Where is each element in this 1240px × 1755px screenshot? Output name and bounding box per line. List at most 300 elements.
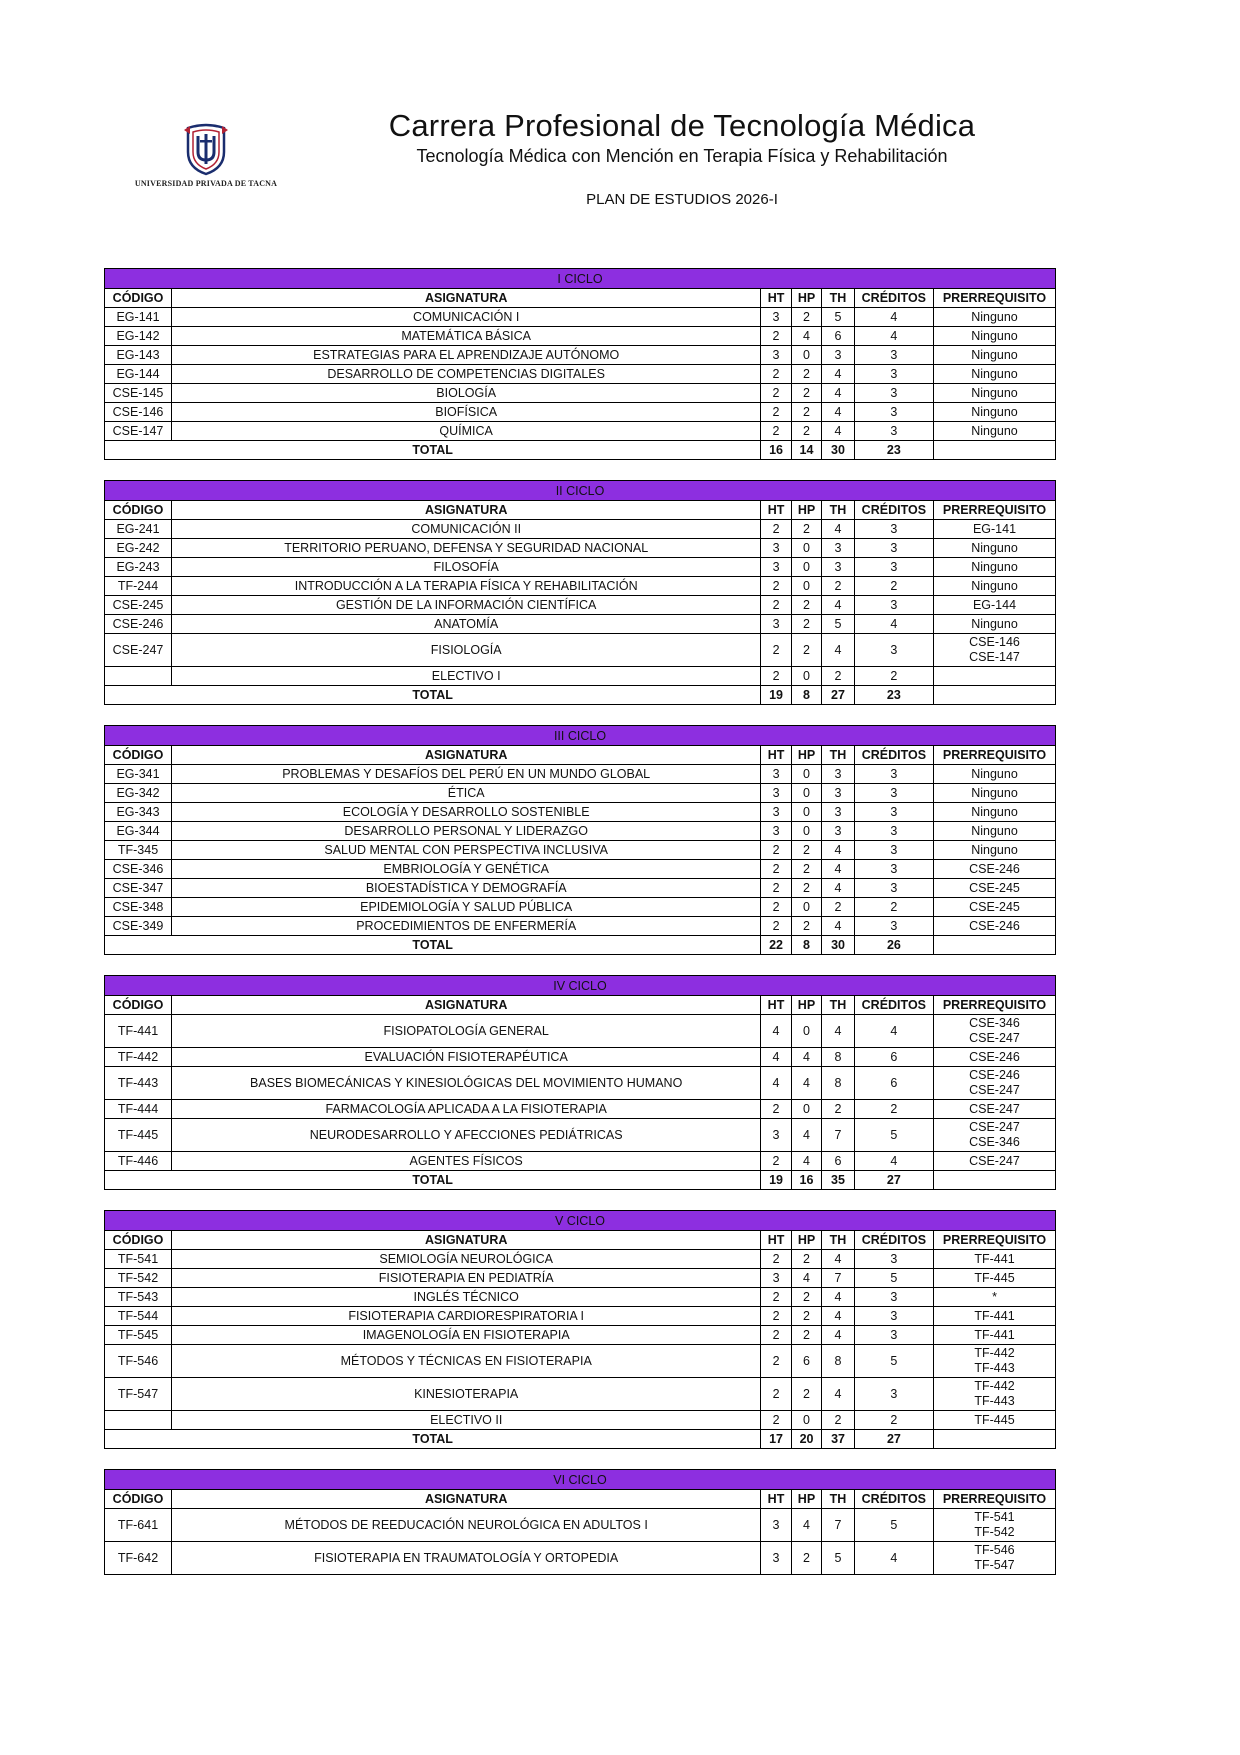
column-header: PRERREQUISITO [933, 1490, 1055, 1509]
course-ht: 3 [761, 784, 791, 803]
prerequisite-item: TF-443 [974, 1361, 1015, 1375]
ciclo-title: III CICLO [105, 726, 1056, 746]
prerequisite-item: CSE-247 [969, 1120, 1020, 1134]
course-prerequisite [934, 1411, 1056, 1430]
course-ht: 2 [761, 898, 791, 917]
course-subject: BASES BIOMECÁNICAS Y KINESIOLÓGICAS DEL MOVIMIENTO HUMANO [172, 1067, 761, 1100]
course-hp: 0 [791, 803, 821, 822]
prerequisite-item: TF-445 [974, 1270, 1015, 1285]
course-hp: 2 [791, 1250, 821, 1269]
prerequisite-item: Ninguno [971, 842, 1018, 857]
prerequisite-item: TF-441 [974, 1308, 1015, 1323]
total-th: 37 [822, 1430, 855, 1449]
table-row [105, 1048, 1056, 1067]
column-header: PRERREQUISITO [934, 1231, 1056, 1250]
course-th: 4 [822, 634, 855, 667]
table-row [105, 558, 1056, 577]
prerequisite-item: TF-443 [974, 1394, 1015, 1408]
course-hp: 2 [791, 1288, 821, 1307]
course-ht: 3 [761, 1119, 791, 1152]
prerequisite-item: Ninguno [971, 328, 1018, 343]
course-hp: 2 [791, 860, 821, 879]
table-row [105, 667, 1056, 686]
course-hp: 2 [791, 422, 821, 441]
course-subject: SALUD MENTAL CON PERSPECTIVA INCLUSIVA [172, 841, 761, 860]
ciclo-table [104, 1469, 1056, 1575]
column-header: HT [761, 996, 791, 1015]
course-code: EG-141 [105, 308, 172, 327]
course-code: TF-546 [105, 1345, 172, 1378]
total-label: TOTAL [105, 441, 761, 460]
course-th: 6 [822, 1152, 855, 1171]
course-prerequisite [934, 1307, 1056, 1326]
total-prerequisite [933, 1171, 1055, 1190]
column-header: CRÉDITOS [854, 289, 933, 308]
course-prerequisite [934, 1250, 1056, 1269]
course-code: TF-542 [105, 1269, 172, 1288]
prerequisite-item: Ninguno [971, 540, 1018, 555]
course-prerequisite [934, 1269, 1056, 1288]
course-code: TF-345 [105, 841, 172, 860]
course-code: TF-641 [105, 1509, 172, 1542]
course-subject: BIOFÍSICA [172, 403, 761, 422]
ciclo-title: VI CICLO [105, 1470, 1056, 1490]
course-prerequisite [933, 327, 1055, 346]
course-code: CSE-347 [105, 879, 172, 898]
course-hp: 0 [791, 667, 821, 686]
course-th: 2 [822, 1411, 855, 1430]
course-th: 4 [822, 422, 855, 441]
course-ht: 2 [761, 1326, 791, 1345]
course-subject: NEURODESARROLLO Y AFECCIONES PEDIÁTRICAS [172, 1119, 761, 1152]
course-cr: 4 [854, 1152, 933, 1171]
column-header: HP [791, 996, 821, 1015]
column-header: PRERREQUISITO [933, 501, 1055, 520]
table-row [105, 1067, 1056, 1100]
course-cr: 3 [854, 596, 933, 615]
prerequisite-item: CSE-245 [969, 899, 1020, 914]
course-th: 2 [822, 898, 855, 917]
course-ht: 2 [761, 667, 791, 686]
course-prerequisite [934, 765, 1056, 784]
table-row [105, 1326, 1056, 1345]
course-ht: 3 [761, 539, 791, 558]
course-prerequisite [934, 1288, 1056, 1307]
column-header-row [105, 1490, 1056, 1509]
column-header: HP [791, 746, 821, 765]
course-prerequisite [933, 1152, 1055, 1171]
course-cr: 3 [854, 1288, 933, 1307]
ciclo-title: V CICLO [105, 1211, 1056, 1231]
column-header-row [105, 501, 1056, 520]
course-th: 3 [822, 558, 855, 577]
course-hp: 4 [791, 1067, 821, 1100]
prerequisite-item: TF-546 [974, 1543, 1015, 1557]
course-hp: 4 [791, 1048, 821, 1067]
column-header: HT [761, 1231, 791, 1250]
column-header: HT [761, 289, 791, 308]
course-subject: BIOESTADÍSTICA Y DEMOGRAFÍA [172, 879, 761, 898]
column-header: TH [822, 289, 855, 308]
course-subject: EVALUACIÓN FISIOTERAPÉUTICA [172, 1048, 761, 1067]
total-th: 27 [822, 686, 855, 705]
course-prerequisite [934, 879, 1056, 898]
university-name: UNIVERSIDAD PRIVADA DE TACNA [134, 179, 278, 188]
total-cr: 23 [854, 686, 933, 705]
course-th: 3 [822, 765, 855, 784]
ciclo-table [104, 268, 1056, 460]
table-row [105, 784, 1056, 803]
course-subject: GESTIÓN DE LA INFORMACIÓN CIENTÍFICA [172, 596, 761, 615]
table-row [105, 308, 1056, 327]
course-cr: 3 [854, 634, 933, 667]
course-th: 5 [822, 1542, 855, 1575]
prerequisite-item: CSE-245 [969, 880, 1020, 895]
total-prerequisite [934, 1430, 1056, 1449]
course-subject: COMUNICACIÓN I [172, 308, 761, 327]
course-cr: 3 [854, 539, 933, 558]
page-subtitle: Tecnología Médica con Mención en Terapia Física y Rehabilitación [416, 146, 948, 166]
column-header: ASIGNATURA [172, 996, 761, 1015]
course-subject: KINESIOTERAPIA [172, 1378, 761, 1411]
course-hp: 2 [791, 1378, 821, 1411]
table-row [105, 1509, 1056, 1542]
course-subject: EMBRIOLOGÍA Y GENÉTICA [172, 860, 761, 879]
prerequisite-item: CSE-246 [969, 1049, 1020, 1064]
column-header: ASIGNATURA [172, 501, 761, 520]
course-cr: 3 [854, 346, 933, 365]
prerequisite-item: TF-441 [974, 1251, 1015, 1266]
prerequisite-item: CSE-247 [969, 1031, 1020, 1045]
course-subject: MÉTODOS DE REEDUCACIÓN NEUROLÓGICA EN ADULTOS I [172, 1509, 761, 1542]
table-row [105, 384, 1056, 403]
course-th: 4 [822, 1378, 855, 1411]
course-hp: 0 [791, 1015, 821, 1048]
column-header: CRÉDITOS [854, 996, 933, 1015]
prerequisite-item: Ninguno [971, 366, 1018, 381]
total-cr: 23 [854, 441, 933, 460]
course-prerequisite [933, 577, 1055, 596]
course-hp: 2 [791, 403, 821, 422]
course-code: TF-244 [105, 577, 172, 596]
document-header [0, 108, 1240, 208]
column-header: PRERREQUISITO [934, 746, 1056, 765]
course-th: 3 [822, 803, 855, 822]
column-header: CRÉDITOS [854, 746, 933, 765]
prerequisite-item: TF-547 [974, 1558, 1015, 1572]
prerequisite-item: CSE-247 [969, 1083, 1020, 1097]
prerequisite-item: Ninguno [971, 347, 1018, 362]
table-row [105, 1152, 1056, 1171]
course-hp: 2 [791, 1307, 821, 1326]
course-subject: FISIOLOGÍA [172, 634, 761, 667]
column-header-row [105, 1231, 1056, 1250]
table-row [105, 1119, 1056, 1152]
total-prerequisite [933, 686, 1055, 705]
total-hp: 8 [791, 936, 821, 955]
course-cr: 3 [854, 1378, 933, 1411]
course-th: 7 [822, 1119, 855, 1152]
prerequisite-item: TF-442 [974, 1379, 1015, 1393]
total-th: 30 [822, 441, 855, 460]
course-hp: 0 [791, 558, 821, 577]
column-header: CÓDIGO [105, 996, 172, 1015]
prerequisite-item: CSE-346 [969, 1016, 1020, 1030]
course-cr: 5 [854, 1509, 933, 1542]
course-ht: 3 [761, 822, 791, 841]
course-cr: 2 [854, 898, 933, 917]
course-hp: 2 [791, 615, 821, 634]
course-prerequisite [933, 558, 1055, 577]
course-th: 2 [822, 667, 855, 686]
course-th: 4 [822, 365, 855, 384]
table-row [105, 1100, 1056, 1119]
prerequisite-item: CSE-346 [969, 1135, 1020, 1149]
total-label: TOTAL [105, 936, 761, 955]
course-ht: 3 [761, 615, 791, 634]
course-prerequisite [933, 422, 1055, 441]
column-header: CRÉDITOS [854, 1490, 933, 1509]
course-th: 5 [822, 615, 855, 634]
course-cr: 3 [854, 422, 933, 441]
total-hp: 20 [791, 1430, 821, 1449]
table-row [105, 346, 1056, 365]
course-prerequisite [934, 1378, 1056, 1411]
course-th: 4 [822, 1307, 855, 1326]
table-row [105, 1015, 1056, 1048]
course-ht: 2 [761, 365, 791, 384]
ciclo-band [105, 1211, 1056, 1231]
course-subject: INTRODUCCIÓN A LA TERAPIA FÍSICA Y REHABILITACIÓN [172, 577, 761, 596]
column-header: TH [822, 746, 855, 765]
course-cr: 3 [854, 403, 933, 422]
plan-title: PLAN DE ESTUDIOS 2026-I [586, 191, 778, 208]
prerequisite-item: Ninguno [971, 616, 1018, 631]
course-subject: BIOLOGÍA [172, 384, 761, 403]
ciclo-table [104, 480, 1056, 705]
column-header: CÓDIGO [105, 1231, 172, 1250]
prerequisite-item: CSE-146 [969, 635, 1020, 649]
table-row [105, 879, 1056, 898]
table-row [105, 1378, 1056, 1411]
course-code: EG-144 [105, 365, 172, 384]
course-ht: 2 [761, 1378, 791, 1411]
course-prerequisite [933, 539, 1055, 558]
course-th: 3 [822, 784, 855, 803]
course-th: 7 [822, 1509, 855, 1542]
course-ht: 2 [761, 596, 791, 615]
ciclo-band [105, 976, 1056, 996]
course-subject: FISIOPATOLOGÍA GENERAL [172, 1015, 761, 1048]
course-prerequisite [933, 346, 1055, 365]
course-ht: 2 [761, 860, 791, 879]
ciclo-title: IV CICLO [105, 976, 1056, 996]
column-header: HT [761, 501, 791, 520]
course-prerequisite [933, 1509, 1055, 1542]
course-th: 8 [822, 1345, 855, 1378]
total-hp: 16 [791, 1171, 821, 1190]
total-ht: 19 [761, 1171, 791, 1190]
table-row [105, 403, 1056, 422]
course-ht: 2 [761, 384, 791, 403]
course-cr: 3 [854, 558, 933, 577]
ciclo-band [105, 726, 1056, 746]
course-subject: FISIOTERAPIA EN TRAUMATOLOGÍA Y ORTOPEDIA [172, 1542, 761, 1575]
course-ht: 3 [761, 558, 791, 577]
course-code [105, 667, 172, 686]
course-ht: 2 [761, 422, 791, 441]
course-subject: QUÍMICA [172, 422, 761, 441]
course-th: 5 [822, 308, 855, 327]
course-ht: 2 [761, 1152, 791, 1171]
prerequisite-item: Ninguno [971, 385, 1018, 400]
total-hp: 14 [791, 441, 821, 460]
course-hp: 0 [791, 765, 821, 784]
course-ht: 2 [761, 1411, 791, 1430]
course-code: EG-343 [105, 803, 172, 822]
course-subject: MÉTODOS Y TÉCNICAS EN FISIOTERAPIA [172, 1345, 761, 1378]
course-subject: MATEMÁTICA BÁSICA [172, 327, 761, 346]
table-row [105, 803, 1056, 822]
course-hp: 0 [791, 1100, 821, 1119]
course-subject: ELECTIVO II [172, 1411, 761, 1430]
course-ht: 4 [761, 1048, 791, 1067]
course-th: 4 [822, 1288, 855, 1307]
course-ht: 2 [761, 634, 791, 667]
course-code: TF-446 [105, 1152, 172, 1171]
course-prerequisite [933, 1015, 1055, 1048]
course-subject: FILOSOFÍA [172, 558, 761, 577]
course-th: 4 [822, 1250, 855, 1269]
column-header-row [105, 746, 1056, 765]
course-hp: 2 [791, 308, 821, 327]
course-th: 3 [822, 539, 855, 558]
course-code: EG-342 [105, 784, 172, 803]
course-cr: 3 [854, 1250, 933, 1269]
course-subject: PROCEDIMIENTOS DE ENFERMERÍA [172, 917, 761, 936]
prerequisite-item: Ninguno [971, 404, 1018, 419]
course-subject: IMAGENOLOGÍA EN FISIOTERAPIA [172, 1326, 761, 1345]
course-th: 4 [822, 596, 855, 615]
table-row [105, 822, 1056, 841]
course-subject: FISIOTERAPIA EN PEDIATRÍA [172, 1269, 761, 1288]
course-cr: 4 [854, 308, 933, 327]
prerequisite-item: Ninguno [971, 785, 1018, 800]
course-cr: 4 [854, 615, 933, 634]
course-hp: 0 [791, 539, 821, 558]
table-row [105, 1269, 1056, 1288]
course-subject: EPIDEMIOLOGÍA Y SALUD PÚBLICA [172, 898, 761, 917]
course-ht: 3 [761, 1269, 791, 1288]
total-cr: 27 [854, 1171, 933, 1190]
course-code: CSE-247 [105, 634, 172, 667]
column-header: CÓDIGO [105, 501, 172, 520]
table-row [105, 1411, 1056, 1430]
column-header: HT [761, 746, 791, 765]
course-prerequisite [933, 365, 1055, 384]
course-code: TF-443 [105, 1067, 172, 1100]
course-cr: 3 [854, 520, 933, 539]
course-prerequisite [934, 917, 1056, 936]
course-ht: 3 [761, 346, 791, 365]
prerequisite-item: Ninguno [971, 766, 1018, 781]
course-th: 2 [822, 577, 855, 596]
table-row [105, 898, 1056, 917]
course-th: 4 [822, 879, 855, 898]
course-cr: 3 [854, 879, 933, 898]
course-subject: AGENTES FÍSICOS [172, 1152, 761, 1171]
course-code: CSE-147 [105, 422, 172, 441]
course-ht: 4 [761, 1067, 791, 1100]
course-cr: 5 [854, 1345, 933, 1378]
course-ht: 2 [761, 1345, 791, 1378]
course-ht: 2 [761, 327, 791, 346]
course-code: CSE-146 [105, 403, 172, 422]
course-code: CSE-145 [105, 384, 172, 403]
course-cr: 4 [854, 1542, 933, 1575]
course-ht: 2 [761, 577, 791, 596]
course-th: 3 [822, 822, 855, 841]
column-header: CÓDIGO [105, 289, 172, 308]
course-th: 4 [822, 520, 855, 539]
column-header: HP [791, 289, 821, 308]
course-subject: INGLÉS TÉCNICO [172, 1288, 761, 1307]
course-th: 4 [822, 1326, 855, 1345]
course-ht: 2 [761, 1288, 791, 1307]
course-subject: COMUNICACIÓN II [172, 520, 761, 539]
course-cr: 5 [854, 1119, 933, 1152]
course-code: TF-543 [105, 1288, 172, 1307]
course-prerequisite [933, 667, 1055, 686]
total-cr: 26 [854, 936, 933, 955]
ciclo-title: II CICLO [105, 481, 1056, 501]
course-hp: 0 [791, 1411, 821, 1430]
course-hp: 0 [791, 784, 821, 803]
course-cr: 3 [854, 822, 933, 841]
prerequisite-item: TF-541 [974, 1510, 1015, 1524]
prerequisite-item: * [992, 1289, 997, 1304]
course-hp: 4 [791, 1152, 821, 1171]
ciclo-band [105, 269, 1056, 289]
column-header: CÓDIGO [105, 1490, 172, 1509]
course-cr: 2 [854, 1411, 933, 1430]
column-header: ASIGNATURA [172, 1231, 761, 1250]
course-subject: FARMACOLOGÍA APLICADA A LA FISIOTERAPIA [172, 1100, 761, 1119]
total-ht: 17 [761, 1430, 791, 1449]
course-ht: 3 [761, 765, 791, 784]
course-hp: 2 [791, 841, 821, 860]
course-prerequisite [933, 1100, 1055, 1119]
prerequisite-item: Ninguno [971, 804, 1018, 819]
total-prerequisite [934, 936, 1056, 955]
course-subject: FISIOTERAPIA CARDIORESPIRATORIA I [172, 1307, 761, 1326]
column-header: HP [791, 1231, 821, 1250]
course-code: CSE-245 [105, 596, 172, 615]
course-hp: 6 [791, 1345, 821, 1378]
prerequisite-item: CSE-246 [969, 918, 1020, 933]
course-code: TF-444 [105, 1100, 172, 1119]
prerequisite-item: TF-542 [974, 1525, 1015, 1539]
table-row [105, 1307, 1056, 1326]
course-prerequisite [934, 1326, 1056, 1345]
course-ht: 2 [761, 520, 791, 539]
course-prerequisite [933, 615, 1055, 634]
total-row [105, 441, 1056, 460]
column-header: TH [822, 996, 855, 1015]
course-code: CSE-246 [105, 615, 172, 634]
course-code: EG-143 [105, 346, 172, 365]
table-row [105, 1345, 1056, 1378]
